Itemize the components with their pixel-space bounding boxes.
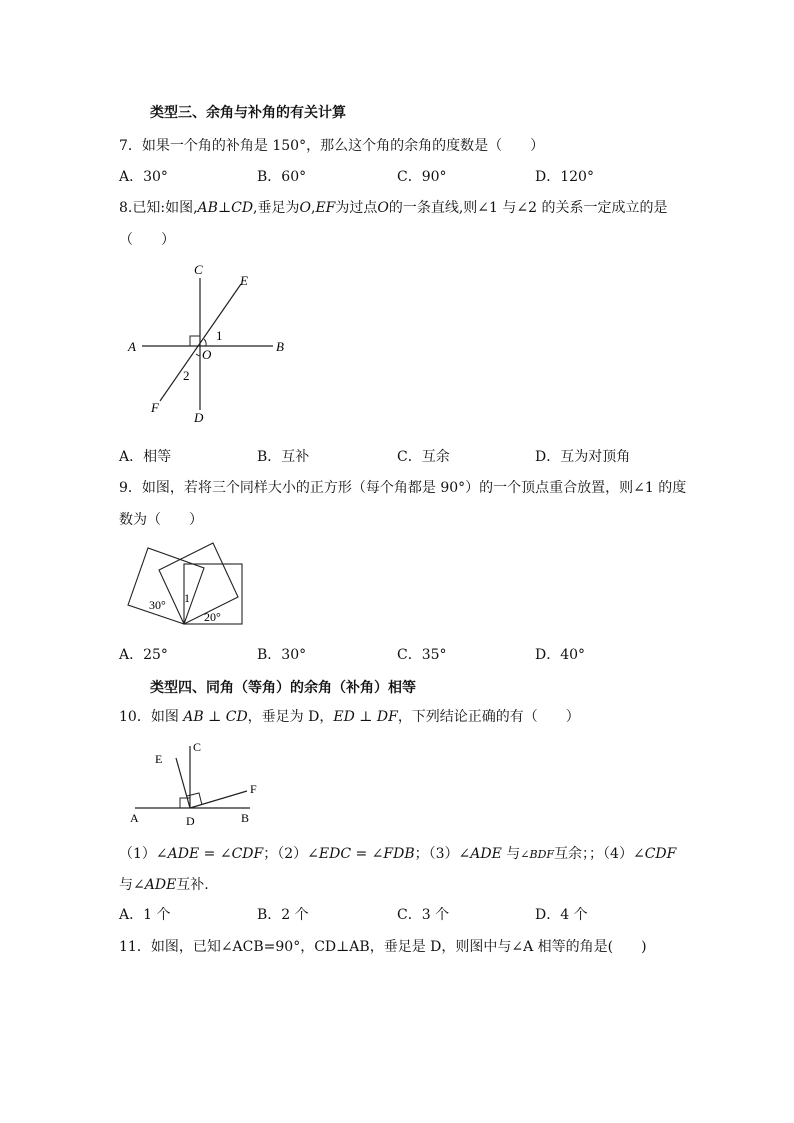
option-b: B．2 个 xyxy=(257,907,309,923)
q8-o2: O xyxy=(377,200,389,216)
option-c: C．3 个 xyxy=(397,907,450,923)
label-o: O xyxy=(202,347,212,362)
q8-o1: O xyxy=(299,200,311,216)
label-c: C xyxy=(193,740,202,754)
conclusion-1: ∠ADE = ∠CDF xyxy=(155,846,264,862)
label-20deg: 20° xyxy=(204,610,221,624)
question-7: 7．如果一个角的补角是 150°，那么这个角的余角的度数是（ ） xyxy=(119,138,545,154)
question-9-line2: 数为（ ） xyxy=(119,512,203,528)
option-c: C．35° xyxy=(397,647,447,663)
q10-mid: ，垂足为 D， xyxy=(247,709,334,725)
q10-conclusions-line2 xyxy=(119,874,209,894)
label-d: D xyxy=(194,410,204,425)
option-c: C．90° xyxy=(397,169,447,185)
angle-2-arc xyxy=(196,354,200,356)
conclusion-4-text-a: 与 xyxy=(119,877,133,893)
conclusion-3-prefix: ；（3） xyxy=(414,846,459,862)
q10-condition-1: AB ⊥ CD xyxy=(183,709,248,725)
q9-figure xyxy=(122,540,248,632)
section-heading: 类型四、同角（等角）的余角（补角）相等 xyxy=(150,680,416,696)
label-2: 2 xyxy=(183,368,190,383)
conclusion-2: ∠EDC = ∠FDB xyxy=(307,846,415,862)
q8-mid2: 为过点 xyxy=(335,200,378,216)
question-11: 11．如图，已知∠ACB=90°，CD⊥AB，垂足是 D，则图中与∠A 相等的角是( ) xyxy=(119,939,647,955)
q8-figure xyxy=(120,258,300,428)
q8-perp: ⊥ xyxy=(217,200,232,216)
question-9: 9．如图，若将三个同样大小的正方形（每个角都是 90°）的一个顶点重合放置，则∠1 的度 xyxy=(119,480,687,496)
label-e: E xyxy=(240,273,248,288)
conclusion-2-prefix: ；（2） xyxy=(263,846,308,862)
q8-ab: AB xyxy=(197,200,218,216)
label-1: 1 xyxy=(184,591,190,605)
option-a: A．1 个 xyxy=(119,907,171,923)
label-1: 1 xyxy=(216,328,223,343)
q8-cd: CD xyxy=(231,200,254,216)
label-f: F xyxy=(151,400,159,415)
q10-figure xyxy=(125,738,265,828)
q8-mid1: ,垂足为 xyxy=(253,200,300,216)
line-de xyxy=(176,758,190,808)
conclusion-3-angle-a: ∠ADE xyxy=(458,846,502,862)
q8-prefix: 8.已知:如图, xyxy=(119,200,198,216)
label-c: C xyxy=(194,262,203,277)
angle-1-arc xyxy=(204,339,206,346)
q10-conclusions xyxy=(119,843,676,863)
q8-ef: EF xyxy=(315,200,336,216)
label-e: E xyxy=(155,752,163,766)
option-d: D．4 个 xyxy=(535,907,588,923)
option-b: B．互补 xyxy=(257,449,310,465)
question-8-line2: （ ） xyxy=(119,232,175,248)
section-heading: 类型三、余角与补角的有关计算 xyxy=(150,105,346,121)
option-c: C．互余 xyxy=(397,449,450,465)
q10-suffix: ，下列结论正确的有（ ） xyxy=(397,709,580,725)
label-30deg: 30° xyxy=(149,598,166,612)
label-d: D xyxy=(186,814,195,828)
q10-condition-2: ED ⊥ DF xyxy=(333,709,398,725)
option-d: D．40° xyxy=(535,647,586,663)
option-a: A．25° xyxy=(119,647,168,663)
q8-comma: , xyxy=(310,200,316,216)
q10-prefix: 10．如图 xyxy=(119,709,184,725)
conclusion-3-text: 与 xyxy=(501,846,521,862)
conclusion-4-text-b: 互补. xyxy=(176,877,209,893)
conclusion-4-angle: ∠CDF xyxy=(632,846,677,862)
option-b: B．30° xyxy=(257,647,307,663)
conclusion-1-prefix: （1） xyxy=(119,846,156,862)
option-d: D．120° xyxy=(535,169,594,185)
question-10 xyxy=(119,706,580,726)
q8-mid3: 的一条直线,则∠1 与∠2 的关系一定成立的是 xyxy=(388,200,668,216)
option-a: A．相等 xyxy=(119,449,172,465)
question-8 xyxy=(119,197,667,217)
conclusion-3-angle-b: ∠BDF xyxy=(520,848,555,861)
label-b: B xyxy=(241,811,250,825)
label-a: A xyxy=(130,811,139,825)
option-b: B．60° xyxy=(257,169,307,185)
option-a: A．30° xyxy=(119,169,168,185)
label-b: B xyxy=(276,339,284,354)
conclusion-4-angle-b: ∠ADE xyxy=(133,877,177,893)
option-d: D．互为对顶角 xyxy=(535,449,631,465)
conclusion-3-4-text: 互余；；（4） xyxy=(554,846,633,862)
label-a: A xyxy=(128,339,136,354)
label-f: F xyxy=(250,782,257,796)
